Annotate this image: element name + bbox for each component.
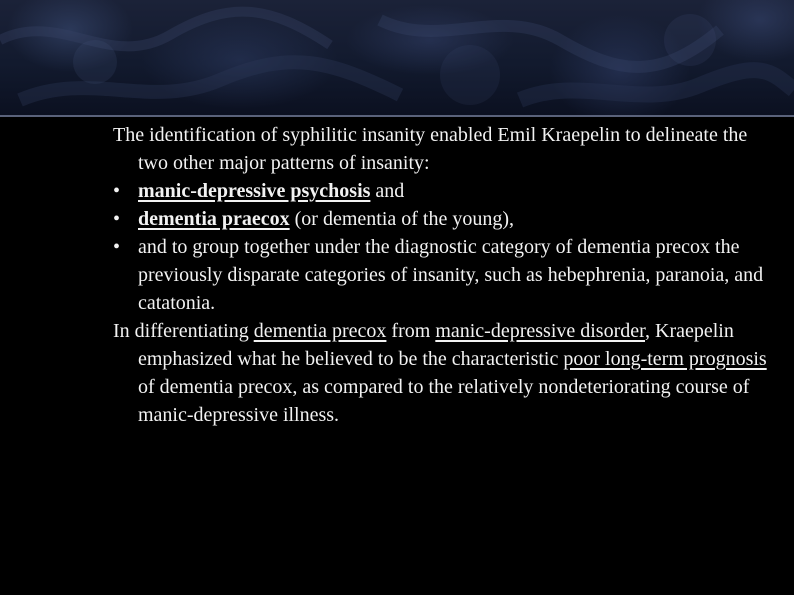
closing-text-2: from [386, 320, 436, 342]
closing-text-3: , Kraepelin emphasized what he believed to be the characteristic [138, 320, 734, 370]
bullet-text: and to group together under the diagnostic category of dementia precox the previously disparate categories of insanity, such as hebephrenia, paranoia, and catatonia. [138, 236, 764, 314]
banner-divider [0, 115, 794, 117]
bullet-text: and [370, 180, 405, 202]
bullet-item-dementia-praecox [113, 205, 778, 233]
slide-body [113, 121, 778, 429]
header-banner-image [0, 0, 794, 116]
term-manic-depressive-psychosis: manic-depressive psychosis [138, 180, 371, 202]
intro-text: The identification of syphilitic insanity enabled Emil Kraepelin to delineate the two other major patterns of insanity: [113, 124, 748, 174]
closing-text-1: In differentiating [113, 320, 254, 342]
bullet-item-grouping [113, 233, 778, 317]
intro-paragraph [113, 121, 778, 177]
link-dementia-precox[interactable]: dementia precox [253, 320, 387, 342]
closing-text-4: of dementia precox, as compared to the relatively nondeteriorating course of manic-depressive illness. [138, 376, 750, 426]
link-poor-long-term-prognosis[interactable]: poor long-term prognosis [563, 348, 767, 370]
bullet-marker: • [113, 208, 121, 230]
bullet-item-manic-depressive [113, 177, 778, 205]
term-dementia-praecox: dementia praecox [138, 208, 290, 230]
link-manic-depressive-disorder[interactable]: manic-depressive disorder [435, 320, 645, 342]
bullet-marker: • [113, 236, 121, 258]
closing-paragraph [113, 317, 778, 429]
bullet-marker: • [113, 180, 121, 202]
bullet-text: (or dementia of the young), [289, 208, 515, 230]
banner-texture [0, 0, 794, 116]
